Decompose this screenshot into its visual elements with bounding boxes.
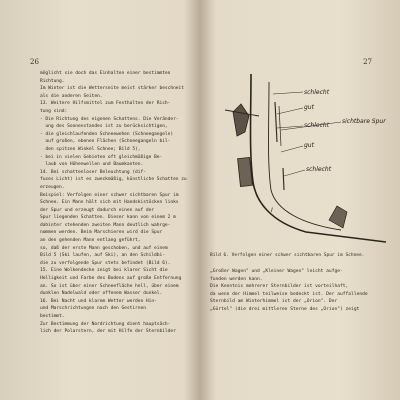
right-page-text (210, 268, 388, 314)
text-line: lich der Polarstern, der mit Hilfe der Sternbilder (40, 329, 176, 335)
skier-body (238, 157, 253, 186)
text-line: ung des Sonnenstandes ist zu berücksichtigen, (40, 124, 168, 130)
slope-line (251, 74, 387, 242)
text-line: Im Winter ist die Wetterseite meist stärker beschneit (40, 86, 184, 92)
text-line: „Großer Wagen" und „Kleiner Wagen" leicht aufge- (210, 269, 343, 274)
label-gut-2: gut (304, 142, 314, 149)
text-line: an. So ist über einer Schneefläche hell, über einem (40, 283, 179, 289)
text-line: nommen werden. Beim Marschieren wird die Spur (40, 230, 163, 236)
figure-caption: Bild 6. Verfolgen einer schwer sichtbaren Spur im Schnee. (210, 253, 365, 258)
text-line: - bei in vielen Gebieten oft gleichmäßige Be- (40, 154, 163, 160)
text-line: als die anderen Seiten. (40, 93, 103, 99)
text-line: 15. Eine Wolkendecke zeigt bei klarer Sicht die (40, 268, 168, 274)
marker-x: I (271, 207, 273, 214)
label-schlecht-3: schlecht (306, 166, 332, 173)
label-sichtbare-spur: sichtbare Spur (342, 118, 386, 125)
text-line: Zur Bestimmung der Nordrichtung dient hauptsäch- (40, 321, 171, 327)
text-line: der Spur und erzeugt dadurch einen auf der (40, 207, 155, 213)
text-line: Spur liegenden Schatten. Dieser kann von einem 2 m (40, 215, 176, 221)
track-mark-1 (275, 102, 277, 142)
leader-line-5 (281, 146, 303, 152)
text-line: 13. Weitere Hilfsmittel zum Festhalten der Rich- (40, 101, 171, 107)
left-page-text (40, 70, 192, 336)
text-line: den spitzen Winkel Schnee; Bild 5), (40, 146, 141, 152)
text-line: „Gürtel" (die drei mittleren Sterne des „Orion") zeigt (210, 306, 360, 312)
text-line: Richtung. (40, 78, 65, 84)
page-number-left: 26 (30, 58, 39, 66)
text-line: an den gehenden Mann entlang geführt, (40, 238, 141, 244)
leader-line-6 (284, 170, 305, 176)
text-line: möglicht sie doch das Einhalten einer bestimmten (40, 71, 171, 76)
text-line: bestimmt. (40, 314, 65, 319)
text-line: 16. Bei Nacht und klarem Wetter werden Hin- (40, 298, 157, 304)
text-line: funden werden kann. (210, 276, 263, 282)
skier-figure (233, 104, 249, 136)
text-line: auf großen, ebenen Flächen (Schneegangeln bil- (40, 139, 171, 145)
text-line: fuses Licht) ist es zweckmäßig, künstliche Schatten zu (40, 177, 187, 183)
text-line: Helligkeit und Farbe des Bodens auf große Entfernung (40, 276, 182, 282)
text-line: so, daß der erste Mann geschoben, und auf einem (40, 245, 168, 251)
text-line: - die gleichlaufenden Schneewehen (Schneegangeln) (40, 131, 174, 137)
leader-line-2 (277, 108, 303, 114)
text-line: Sternbild am Winterhimmel ist der „Orion". Der (210, 299, 338, 305)
page-number-right: 27 (363, 58, 372, 66)
text-line: - Die Richtung des eigenen Schattens. Die Veränder- (40, 116, 179, 122)
label-schlecht-2: schlecht (304, 122, 330, 129)
text-line: dahinter stehenden zweiten Mann deutlich wahrge- (40, 222, 171, 228)
figure-track-illustration (211, 72, 386, 250)
text-line: erzeugen. (40, 184, 65, 190)
text-line: Schnee. Ein Mann hält sich mit Handskistöcken links (40, 200, 179, 206)
text-line: Bild 5 (Ski laufen, auf Ski), an den Schildbi- (40, 253, 165, 259)
text-line: Beispiel: Verfolgen einer schwer sichtbaren Spur im (40, 192, 179, 198)
text-line: da wenn der Himmel teilweise bedeckt ist. Der auffallende (210, 291, 368, 297)
text-line: tung sind: (40, 108, 68, 114)
stone-shape (329, 206, 347, 228)
text-line: und Marschrichtungen nach den Gestirnen (40, 306, 146, 312)
track-mark-3 (283, 168, 284, 190)
label-schlecht-1: schlecht (304, 89, 330, 96)
text-line: 14. Bei schattenloser Beleuchtung (dif- (40, 169, 146, 175)
text-line: dunklen Nadelwald oder offenem Wasser dunkel. (40, 291, 163, 297)
label-gut-1: gut (304, 104, 314, 111)
track-mark-2 (279, 106, 281, 146)
text-line: laub von Höhenwellen und Baumkanten. (40, 162, 144, 168)
leader-line-1 (273, 92, 303, 94)
text-line: Die Kenntnis mehrerer Sternbilder ist vorteilhaft, (210, 284, 349, 290)
text-line: die zu verfolgende Spur stets befindet (Bild 6). (40, 260, 171, 266)
